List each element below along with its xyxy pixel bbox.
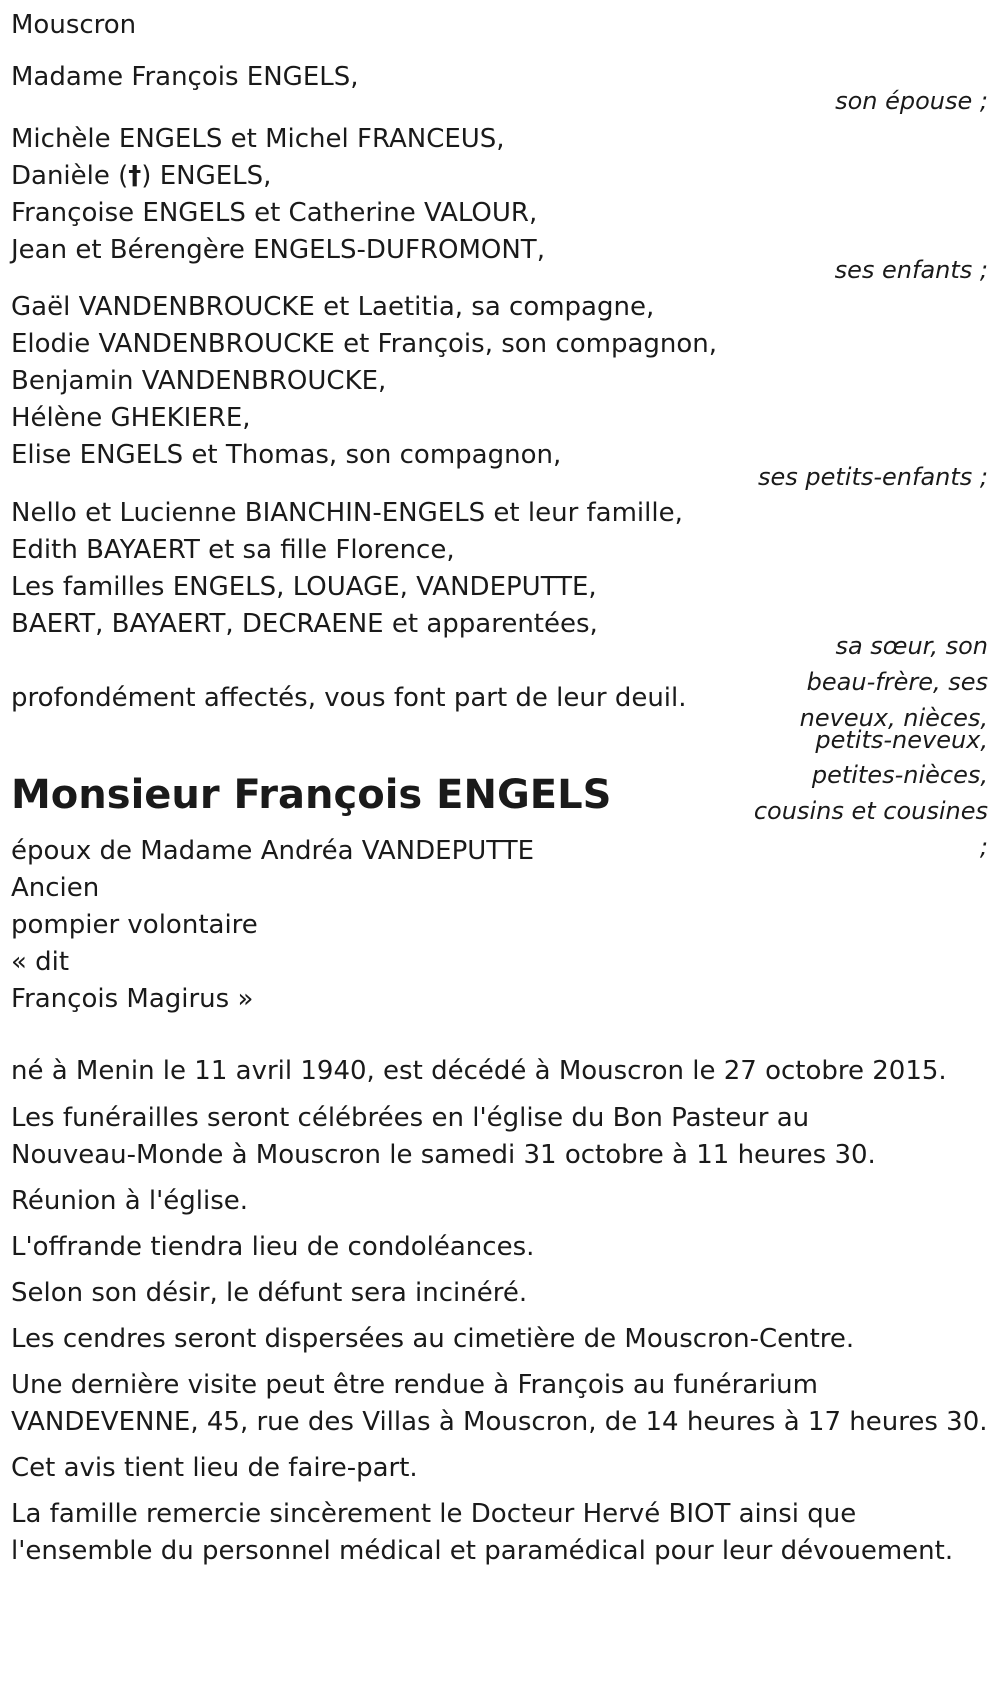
wife-name: Madame François ENGELS,: [11, 62, 359, 92]
deceased-detail: époux de Madame Andréa VANDEPUTTE: [11, 836, 535, 866]
deceased-name: Monsieur François ENGELS: [11, 772, 612, 818]
family-line: Edith BAYAERT et sa fille Florence,: [11, 535, 455, 565]
grandchild-line: Gaël VANDENBROUCKE et Laetitia, sa compagne,: [11, 292, 655, 322]
family-role-line: neveux, nièces,: [799, 704, 988, 732]
body-line: Une dernière visite peut être rendue à François au funérarium: [11, 1370, 818, 1400]
family-line: Nello et Lucienne BIANCHIN-ENGELS et leur famille,: [11, 498, 683, 528]
body-line: Selon son désir, le défunt sera incinéré.: [11, 1278, 528, 1308]
deceased-detail: François Magirus »: [11, 984, 254, 1014]
body-line: né à Menin le 11 avril 1940, est décédé à Mouscron le 27 octobre 2015.: [11, 1056, 947, 1086]
child-line: [11, 163, 271, 189]
body-line: Réunion à l'église.: [11, 1186, 249, 1216]
body-line: La famille remercie sincèrement le Docteur Hervé BIOT ainsi que: [11, 1499, 857, 1529]
announcement-text: profondément affectés, vous font part de leur deuil.: [11, 683, 687, 713]
grandchild-line: Elodie VANDENBROUCKE et François, son compagnon,: [11, 329, 718, 359]
child-name-part: ) ENGELS,: [141, 161, 272, 191]
deceased-detail: pompier volontaire: [11, 910, 258, 940]
body-line: VANDEVENNE, 45, rue des Villas à Mouscron, de 14 heures à 17 heures 30.: [11, 1407, 988, 1437]
wife-role: son épouse ;: [835, 87, 988, 115]
family-role-line: beau-frère, ses: [806, 668, 988, 696]
child-line: Jean et Bérengère ENGELS-DUFROMONT,: [11, 235, 545, 265]
child-line: Françoise ENGELS et Catherine VALOUR,: [11, 198, 538, 228]
cross-icon: †: [128, 161, 142, 191]
city-heading: Mouscron: [11, 10, 137, 40]
body-line: Les cendres seront dispersées au cimetière de Mouscron-Centre.: [11, 1324, 855, 1354]
grandchildren-role: ses petits-enfants ;: [757, 463, 988, 491]
child-line: Michèle ENGELS et Michel FRANCEUS,: [11, 124, 505, 154]
family-role-line: ;: [979, 833, 988, 861]
grandchild-line: Elise ENGELS et Thomas, son compagnon,: [11, 440, 562, 470]
body-line: Nouveau-Monde à Mouscron le samedi 31 octobre à 11 heures 30.: [11, 1140, 876, 1170]
body-line: L'offrande tiendra lieu de condoléances.: [11, 1232, 535, 1262]
deceased-detail: Ancien: [11, 873, 100, 903]
body-line: Les funérailles seront célébrées en l'église du Bon Pasteur au: [11, 1103, 810, 1133]
grandchild-line: Benjamin VANDENBROUCKE,: [11, 366, 387, 396]
family-line: Les familles ENGELS, LOUAGE, VANDEPUTTE,: [11, 572, 597, 602]
children-role: ses enfants ;: [834, 256, 988, 284]
grandchild-line: Hélène GHEKIERE,: [11, 403, 251, 433]
deceased-detail: « dit: [11, 947, 70, 977]
family-role-line: cousins et cousines: [753, 797, 988, 825]
body-line: Cet avis tient lieu de faire-part.: [11, 1453, 418, 1483]
family-role-line: sa sœur, son: [835, 632, 988, 660]
body-line: l'ensemble du personnel médical et paramédical pour leur dévouement.: [11, 1536, 954, 1566]
family-role-line: petits-neveux,: [815, 726, 988, 754]
family-line: BAERT, BAYAERT, DECRAENE et apparentées,: [11, 609, 598, 639]
child-name-part: Danièle (: [11, 161, 129, 191]
family-role-line: petites-nièces,: [811, 761, 988, 789]
